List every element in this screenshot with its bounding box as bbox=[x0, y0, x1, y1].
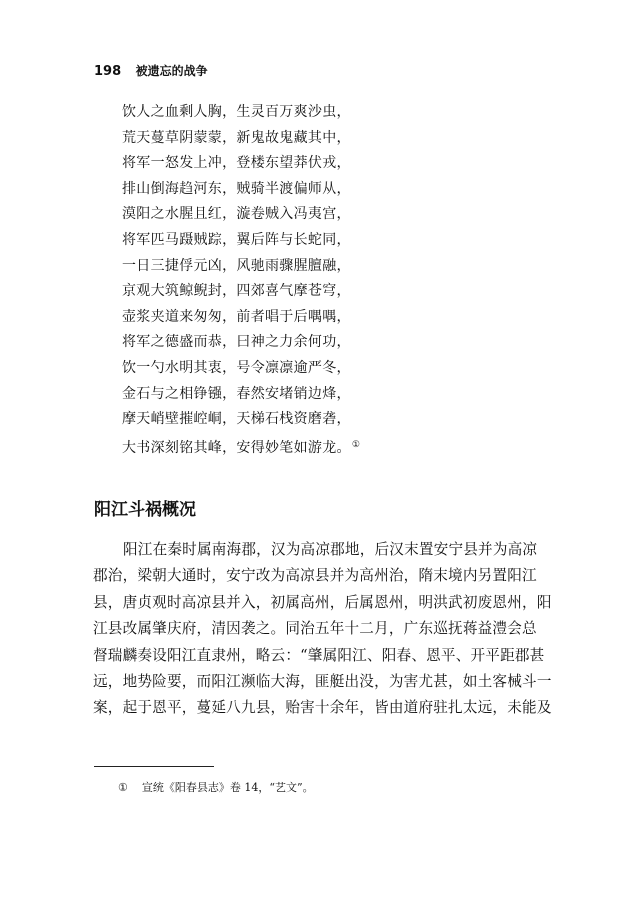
poem-line: 漠阳之水腥且红，漩卷贼入冯夷宫， bbox=[122, 206, 351, 223]
poem-line: 壶浆夹道来匆匆，前者唱于后喁喁， bbox=[122, 308, 351, 325]
book-title: 被遗忘的战争 bbox=[135, 64, 208, 78]
poem-line: 将军匹马蹑贼踪，翼后阵与长蛇同， bbox=[122, 231, 351, 248]
poem-line: 一日三捷俘元凶，风驰雨骤腥膻融， bbox=[122, 257, 351, 274]
footnote-text: 宣统《阳春县志》卷 14，“艺文”。 bbox=[141, 781, 314, 794]
footnote-divider bbox=[94, 766, 214, 767]
poem-block bbox=[122, 100, 422, 458]
body-paragraph bbox=[93, 537, 552, 722]
poem-line: 京观大筑鲸鲵封，四郊喜气摩苍穹， bbox=[122, 283, 351, 300]
paragraph-line: 阳江在秦时属南海郡，汉为高凉郡地，后汉末置安宁县并为高凉 bbox=[123, 541, 538, 558]
poem-line: 金石与之相铮镪，春然安堵销边烽， bbox=[122, 385, 351, 402]
poem-line: 饮一勺水明其衷，号令凛凛逾严冬， bbox=[122, 359, 351, 376]
poem-last-line bbox=[122, 433, 422, 459]
poem-line: 将军一怒发上冲，登楼东望莽伏戎， bbox=[122, 155, 351, 172]
poem-line: 荒天蔓草阴蒙蒙，新鬼故鬼藏其中， bbox=[122, 129, 351, 146]
footnote-marker: ① bbox=[118, 781, 128, 794]
footnote-reference[interactable]: ① bbox=[351, 439, 361, 450]
poem-line-text: 大书深刻铭其峰，安得妙笔如游龙。 bbox=[122, 439, 351, 456]
paragraph-line: 远，地势险要，而阳江濒临大海，匪艇出没，为害尤甚，如土客械斗一 bbox=[93, 672, 552, 690]
paragraph-line: 郡治，梁朝大通时，安宁改为高凉县并为高州治，隋末境内另置阳江 bbox=[93, 567, 537, 585]
poem-line: 饮人之血剩人胸，生灵百万爽沙虫， bbox=[122, 104, 351, 120]
paragraph-line: 江县改属肇庆府，清因袭之。同治五年十二月，广东巡抚蒋益澧会总 bbox=[93, 620, 537, 638]
poem-line: 将军之德盛而恭，曰神之力余何功， bbox=[122, 334, 351, 351]
running-header bbox=[94, 62, 208, 79]
poem-line: 摩天峭壁摧崆峒，天梯石栈资磨砻， bbox=[122, 411, 351, 428]
paragraph-line: 督瑞麟奏设阳江直隶州，略云：“肇属阳江、阳春、恩平、开平距郡甚 bbox=[93, 646, 545, 664]
paragraph-line: 案，起于恩平，蔓延八九县，贻害十余年，皆由道府驻扎太远，未能及 bbox=[93, 699, 552, 717]
paragraph-line: 县，唐贞观时高凉县并入，初属高州，后属恩州，明洪武初废恩州，阳 bbox=[93, 593, 552, 611]
footnote bbox=[118, 779, 314, 795]
poem-line: 排山倒海趋河东，贼骑半渡偏师从， bbox=[122, 180, 351, 197]
page-number: 198 bbox=[94, 64, 122, 79]
section-heading: 阳江斗祸概况 bbox=[94, 500, 196, 520]
